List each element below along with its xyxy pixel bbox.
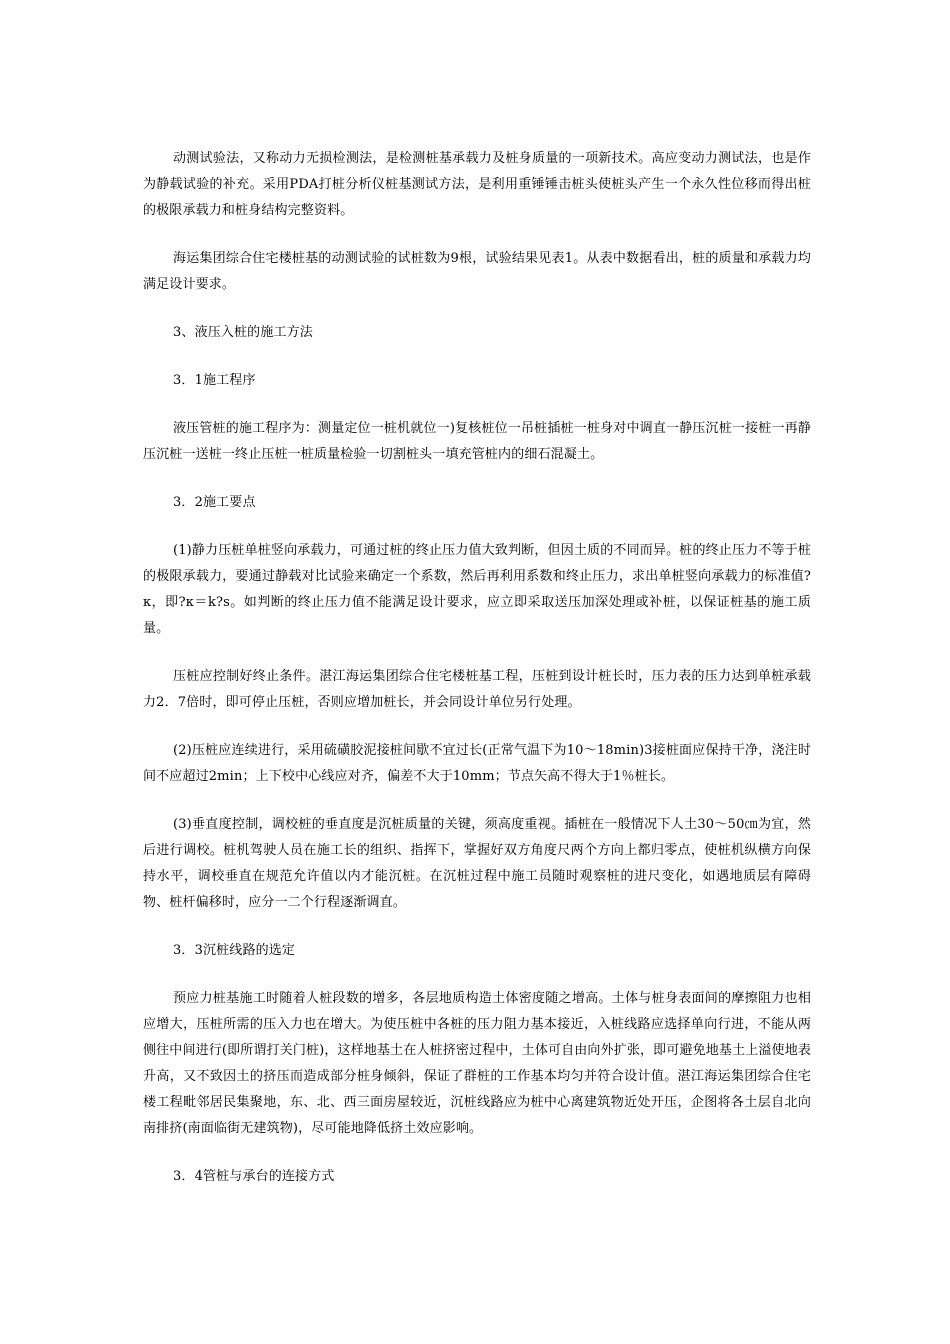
paragraph-pile-route-selection: 预应力桩基施工时随着人桩段数的增多，各层地质构造土体密度随之增高。土体与桩身表面间的摩擦阻力也相应增大，压桩所需的压入力也在增大。为使压桩中各桩的压力阻力基本接近，入桩线路应选择单向行进，不能从两侧往中间进行(即所谓打关门桩)，这样地基土在人桩挤密过程中，土体可自由向外扩张，即可避免地基土上溢使地表升高，又不致因土的挤压而造成部分桩身倾斜，保证了群桩的工作基本均匀并符合设计值。湛江海运集团综合住宅楼工程毗邻居民集聚地，东、北、西三面房屋较近，沉桩线路应为桩中心离建筑物近处开压，企图将各土层自北向南排挤(南面临街无建筑物)，尽可能地降低挤土效应影响。 (143, 991, 811, 1136)
subsection-heading-3-2: 3．2施工要点 (173, 495, 256, 510)
document-body (143, 146, 811, 1212)
subsection-heading-3-4: 3．4管桩与承台的连接方式 (173, 1169, 335, 1184)
section-heading-3: 3、液压入桩的施工方法 (173, 325, 313, 340)
paragraph-point-2-continuous-pressing: (2)压桩应连续进行，采用硫磺胶泥接桩间歇不宜过长(正常气温下为10～18min)3接桩面应保持干净，浇注时间不应超过2min；上下校中心线应对齐，偏差不大于10mm；节点矢高不得大于1％桩长。 (143, 743, 811, 784)
subsection-heading-3-3: 3．3沉桩线路的选定 (173, 943, 296, 958)
paragraph-point-3-verticality: (3)垂直度控制，调校桩的垂直度是沉桩质量的关键，须高度重视。插桩在一般情况下人土30～50㎝为宜，然后进行调校。桩机驾驶人员在施工长的组织、指挥下，掌握好双方角度尺两个方向上都归零点，使桩机纵横方向保持水平，调校垂直在规范允许值以内才能沉桩。在沉桩过程中施工员随时观察桩的进尺变化，如遇地质层有障碍物、桩杆偏移时，应分一二个行程逐渐调直。 (143, 817, 811, 910)
paragraph-construction-procedure: 液压管桩的施工程序为：测量定位一桩机就位一)复核桩位一吊桩插桩一桩身对中调直一静压沉桩一接桩一再静压沉桩一送桩一终止压桩一桩质量检验一切割桩头一填充管桩内的细石混凝土。 (143, 421, 811, 462)
paragraph-point-1-bearing-capacity: (1)静力压桩单桩竖向承载力，可通过桩的终止压力值大致判断，但因土质的不同而异。桩的终止压力不等于桩的极限承载力，要通过静载对比试验来确定一个系数，然后再利用系数和终止压力，求出单桩竖向承载力的标准值?κ，即?κ＝k?s。如判断的终止压力值不能满足设计要求，应立即采取送压加深处理或补桩，以保证桩基的施工质量。 (143, 543, 811, 636)
subsection-heading-3-1: 3．1施工程序 (173, 373, 256, 388)
paragraph-dynamic-test-method: 动测试验法，又称动力无损检测法，是检测桩基承载力及桩身质量的一项新技术。高应变动力测试法，也是作为静载试验的补充。采用PDA打桩分析仪桩基测试方法，是利用重锤锤击桩头使桩头产生一个永久性位移而得出桩的极限承载力和桩身结构完整资料。 (143, 151, 811, 218)
paragraph-test-results: 海运集团综合住宅楼桩基的动测试验的试桩数为9根，试验结果见表1。从表中数据看出，桩的质量和承载力均满足设计要求。 (143, 251, 811, 292)
paragraph-termination-condition: 压桩应控制好终止条件。湛江海运集团综合住宅楼桩基工程，压桩到设计桩长时，压力表的压力达到单桩承载力2．7倍时，即可停止压桩，否则应增加桩长，并会同设计单位另行处理。 (143, 669, 811, 710)
